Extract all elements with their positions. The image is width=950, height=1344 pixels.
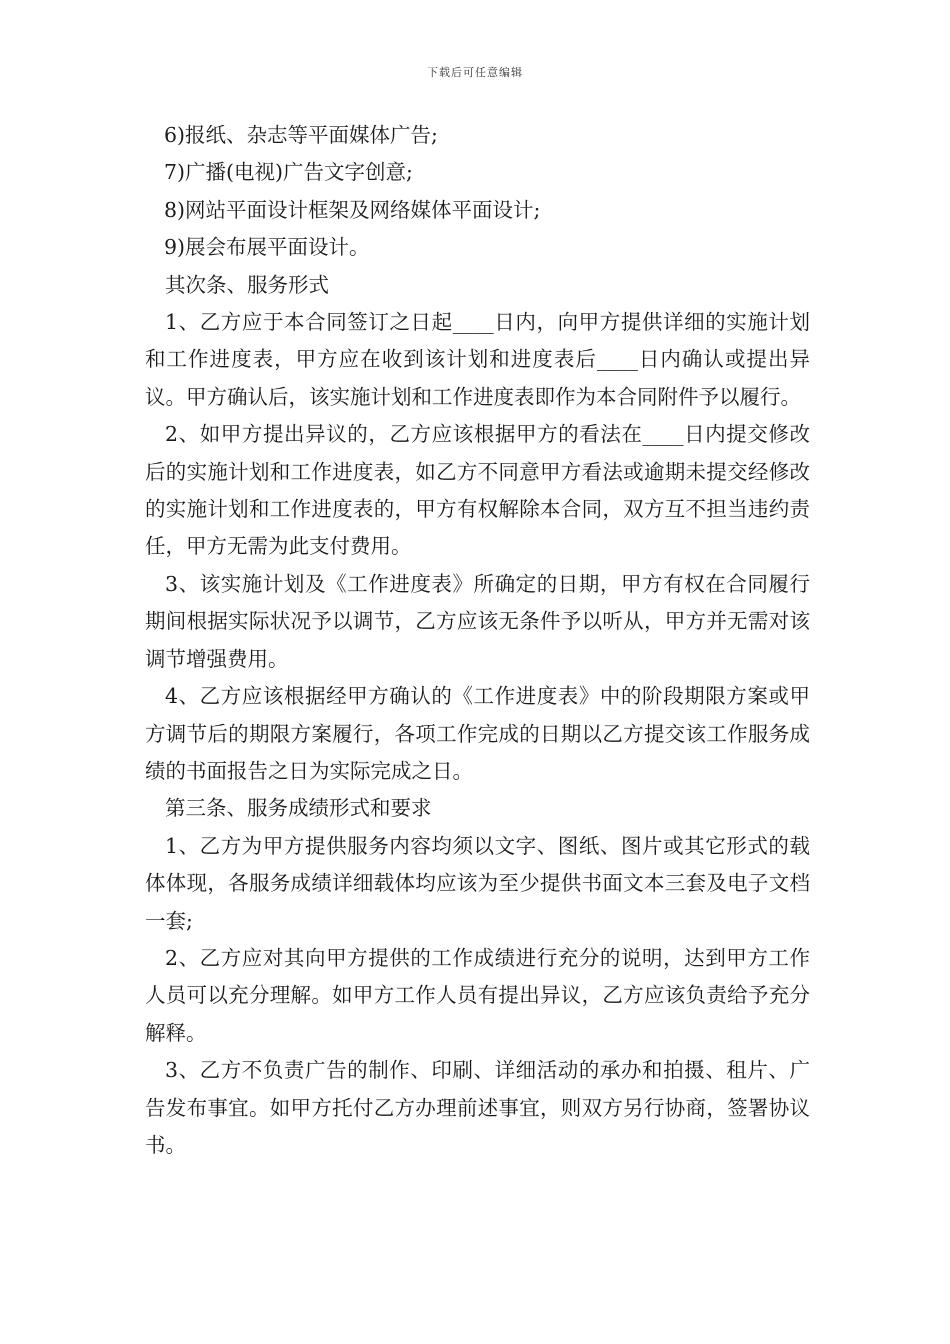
list-item: 7)广播(电视)广告文字创意; [164,160,413,185]
list-item: 9)展会布展平面设计。 [164,235,370,260]
paragraph: 3、该实施计划及《工作进度表》所确定的日期，甲方有权在合同履行期间根据实际状况予以调节，乙方应该无条件予以听从，甲方并无需对该调节增强费用。 [145,571,810,671]
paragraph: 3、乙方不负责广告的制作、印刷、详细活动的承办和拍摄、租片、广告发布事宜。如甲方托付乙方办理前述事宜，则双方另行协商，签署协议书。 [145,1058,810,1157]
section-heading: 其次条、服务形式 [165,272,329,297]
paragraph: 2、乙方应对其向甲方提供的工作成绩进行充分的说明，达到甲方工作人员可以充分理解。如甲方工作人员有提出异议，乙方应该负责给予充分解释。 [145,945,810,1045]
paragraph: 1、乙方应于本合同签订之日起____日内，向甲方提供详细的实施计划和工作进度表，甲方应在收到该计划和进度表后____日内确认或提出异议。甲方确认后，该实施计划和工作进度表即作为本合同附件予以履行。 [145,310,810,409]
paragraph: 1、乙方为甲方提供服务内容均须以文字、图纸、图片或其它形式的载体体现，各服务成绩详细载体均应该为至少提供书面文本三套及电子文档一套; [145,833,810,933]
section-heading: 第三条、服务成绩形式和要求 [165,796,432,821]
list-item: 6)报纸、杂志等平面媒体广告; [164,123,438,147]
list-item: 8)网站平面设计框架及网络媒体平面设计; [164,197,541,222]
paragraph: 2、如甲方提出异议的，乙方应该根据甲方的看法在____日内提交修改后的实施计划和工作进度表，如乙方不同意甲方看法或逾期未提交经修改的实施计划和工作进度表的，甲方有权解除本合同，双方互不担当违约责任，甲方无需为此支付费用。 [145,422,810,559]
page-header: 下载后可任意编辑 [427,66,523,79]
paragraph: 4、乙方应该根据经甲方确认的《工作进度表》中的阶段期限方案或甲方调节后的期限方案履行，各项工作完成的日期以乙方提交该工作服务成绩的书面报告之日为实际完成之日。 [145,684,810,783]
document-body [145,117,810,1164]
